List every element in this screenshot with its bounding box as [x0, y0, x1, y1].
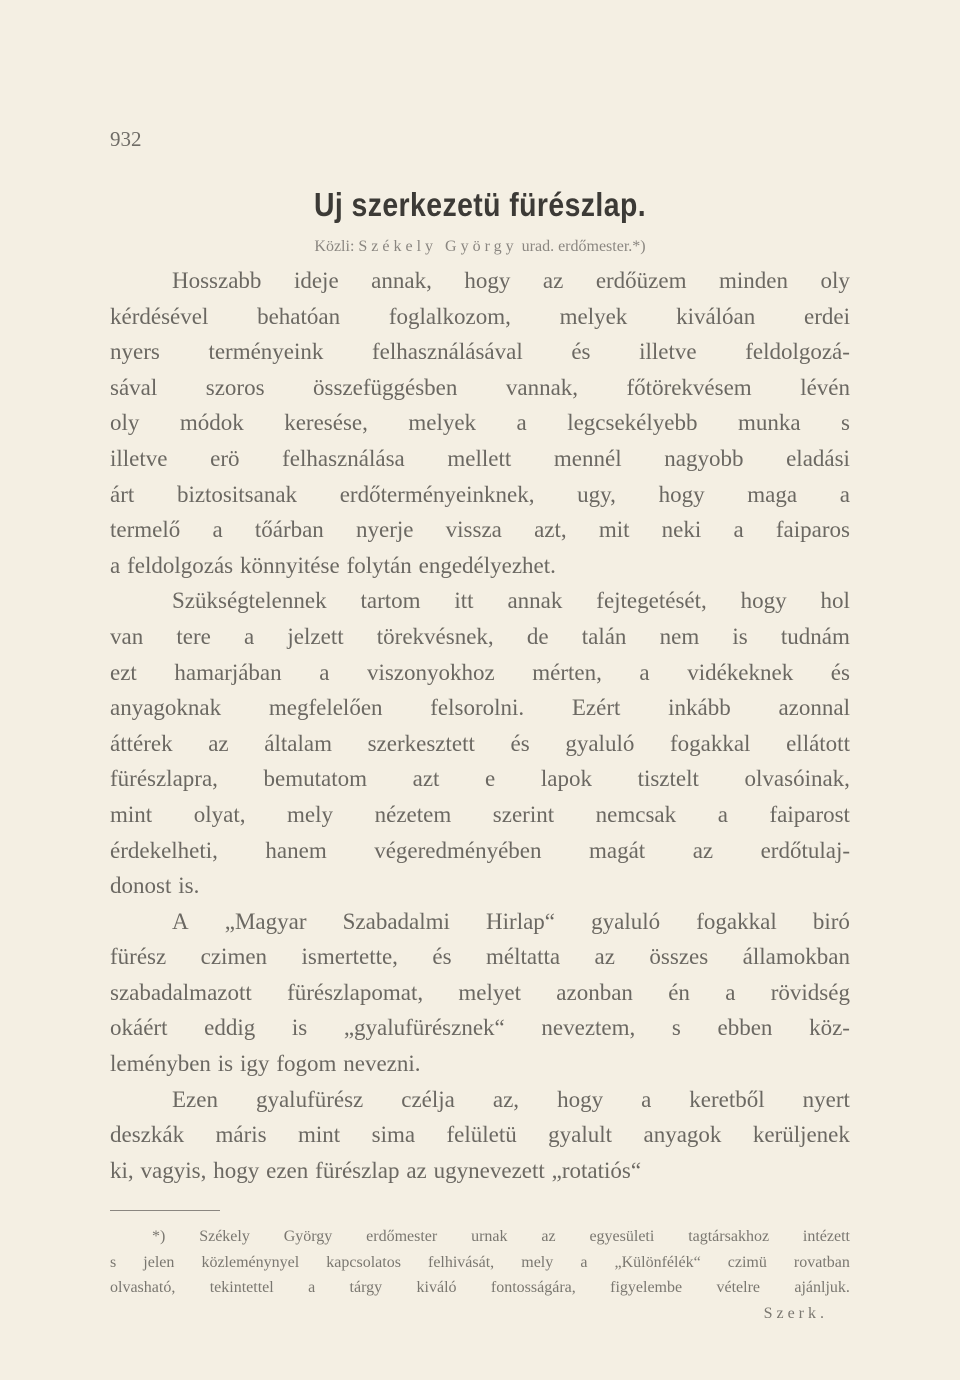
footnote-word: mely — [521, 1253, 554, 1271]
word: végeredményében — [374, 837, 542, 863]
paragraph-line — [110, 619, 850, 655]
word: törekvésnek, — [376, 623, 494, 649]
word: tere — [176, 623, 211, 649]
footnote-word: az — [541, 1228, 556, 1245]
word: kérdésével — [110, 303, 209, 329]
word: s — [841, 410, 850, 436]
word: keresése, — [284, 410, 368, 436]
word: A — [172, 908, 189, 934]
word: gyaluló — [565, 730, 635, 756]
paragraph-line — [110, 761, 850, 797]
footnote-word: *) — [152, 1228, 166, 1245]
word: olyat, — [193, 801, 246, 827]
word: fogakkal — [696, 908, 777, 934]
paragraph-line — [110, 975, 850, 1011]
word: fürészlapra, — [110, 766, 218, 792]
word: máris — [215, 1122, 267, 1148]
word: felületü — [446, 1122, 517, 1148]
paragraph-line — [110, 690, 850, 726]
word: neveztem, — [541, 1015, 636, 1041]
footnote-word: tárgy — [349, 1279, 383, 1296]
paragraph-line — [110, 797, 850, 833]
word: a — [641, 1086, 652, 1112]
word: lapok — [540, 766, 592, 792]
word: olvasóinak, — [744, 766, 850, 792]
word: a — [516, 410, 527, 436]
word: melyet — [458, 979, 521, 1005]
word: és — [510, 730, 530, 756]
word: folytán — [346, 552, 412, 578]
word: köz- — [809, 1015, 850, 1041]
footnote-word: „Különfélék“ — [614, 1253, 701, 1271]
paragraph-line — [110, 939, 850, 975]
word: az — [692, 837, 714, 863]
word: felhasználásával — [372, 339, 523, 365]
word: a — [639, 659, 650, 685]
word: lévén — [800, 374, 850, 400]
word: van — [110, 623, 144, 649]
word: anyagoknak — [110, 695, 222, 721]
paragraph-line — [110, 1082, 850, 1118]
word: mint — [110, 801, 153, 827]
paragraph-line — [110, 726, 850, 762]
word: neki — [661, 517, 702, 543]
word: mit — [598, 517, 630, 543]
footnote-word: tekintettel — [209, 1279, 274, 1296]
word: ellátott — [786, 730, 850, 756]
word: nevezni. — [343, 1051, 421, 1077]
word: a — [839, 481, 850, 507]
word: tudnám — [780, 623, 850, 649]
footnote-word: vételre — [716, 1279, 760, 1296]
word: vannak, — [505, 374, 579, 400]
word: az — [208, 730, 229, 756]
footnote-line — [110, 1224, 850, 1250]
word: donost — [110, 873, 172, 899]
footnote-word: kapcsolatos — [326, 1253, 401, 1271]
paragraph-line — [110, 334, 850, 370]
footnote-divider — [110, 1210, 220, 1211]
word: azt, — [534, 517, 567, 543]
word: ebben — [717, 1015, 773, 1041]
word: vissza — [445, 517, 502, 543]
word: azt — [412, 766, 440, 792]
word: hogy — [740, 588, 787, 614]
word: ugy, — [577, 481, 616, 507]
word: vidékeknek — [687, 659, 794, 685]
word: melyek — [559, 303, 628, 329]
word: könnyitése — [240, 552, 340, 578]
word: hogy — [557, 1086, 604, 1112]
word: keretből — [689, 1086, 765, 1112]
word: szabadalmazott — [110, 979, 252, 1005]
word: e — [485, 766, 496, 792]
footnote-word: felhivását, — [427, 1253, 495, 1271]
word: ezen — [266, 1157, 309, 1183]
word: anyagok — [643, 1122, 722, 1148]
word: fejtegetését, — [596, 588, 707, 614]
word: általam — [264, 730, 332, 756]
word: jelzett — [287, 623, 344, 649]
footnote-line — [110, 1275, 850, 1301]
word: gyaluló — [591, 908, 661, 934]
word: mint — [298, 1122, 341, 1148]
word: erö — [210, 445, 240, 471]
footnote-word: urnak — [471, 1228, 508, 1245]
word: annak — [507, 588, 563, 614]
word: s — [671, 1015, 681, 1041]
word: érdekelheti, — [110, 837, 218, 863]
word: terményeink — [208, 339, 324, 365]
word: Szabadalmi — [342, 908, 450, 934]
word: nagyobb — [664, 445, 744, 471]
word: Szükségtelennek — [172, 588, 327, 614]
byline-suffix: urad. erdőmester.*) — [521, 238, 646, 255]
paragraph-line — [110, 904, 850, 940]
word: hamarjában — [174, 659, 282, 685]
paragraph-line — [110, 1010, 850, 1046]
word: oly — [110, 410, 140, 436]
word: mely — [287, 801, 334, 827]
word: az, — [492, 1086, 520, 1112]
word: gyalult — [548, 1122, 613, 1148]
word: összes — [649, 944, 709, 970]
word: Ezért — [571, 695, 621, 721]
word: az — [594, 944, 615, 970]
word: feldolgozás — [127, 552, 234, 578]
paragraph-line — [110, 833, 850, 869]
word: az — [542, 268, 564, 293]
word: magát — [589, 837, 646, 863]
word: rövidség — [770, 979, 850, 1005]
word: is — [291, 1015, 308, 1041]
word: felhasználása — [282, 445, 405, 471]
word: nemcsak — [595, 801, 677, 827]
footnote-word: s — [110, 1253, 117, 1271]
paragraph-line — [110, 512, 850, 548]
footnote-word: Székely — [199, 1228, 250, 1245]
word: a — [110, 552, 121, 578]
word: ideje — [293, 268, 339, 293]
word: „rotatiós“ — [551, 1157, 642, 1183]
paragraph-line — [110, 1153, 850, 1189]
word: erdei — [804, 303, 850, 329]
article-title: Uj szerkezetü fürészlap. — [313, 186, 647, 223]
paragraph-line — [110, 405, 850, 441]
word: leményben — [110, 1051, 211, 1077]
word: a — [212, 517, 223, 543]
word: faiparost — [769, 801, 850, 827]
word: hogy — [464, 268, 511, 293]
word: termelő — [110, 517, 181, 543]
word: czélja — [401, 1086, 455, 1112]
byline-author: Székely György — [358, 238, 518, 255]
word: a — [244, 623, 255, 649]
word: hogy — [658, 481, 705, 507]
paragraph-line — [110, 583, 850, 619]
word: is — [732, 623, 748, 649]
word: nézetem — [374, 801, 452, 827]
word: inkább — [668, 695, 731, 721]
word: „Magyar — [224, 908, 307, 934]
word: sima — [371, 1122, 416, 1148]
word: a — [717, 801, 728, 827]
byline-prefix: Közli: — [314, 238, 355, 255]
word: hanem — [265, 837, 327, 863]
word: foglalkozom, — [388, 303, 511, 329]
article-body — [110, 263, 850, 1188]
paragraph-line — [110, 1117, 850, 1153]
word: illetve — [639, 339, 697, 365]
word: feldolgozá- — [745, 339, 850, 365]
word: Hosszabb — [172, 268, 262, 293]
word: felsorolni. — [430, 695, 525, 721]
word: biró — [812, 908, 850, 934]
word: Hirlap“ — [486, 908, 556, 934]
word: faiparos — [775, 517, 850, 543]
word: fogom — [276, 1051, 337, 1077]
word: ugynevezett — [433, 1157, 545, 1183]
word: „gyalufürésznek“ — [343, 1015, 505, 1041]
word: eddig — [204, 1015, 256, 1041]
word: is. — [178, 873, 200, 899]
footnote-signature-line — [110, 1301, 850, 1327]
word: behatóan — [257, 303, 341, 329]
footnote-word: a — [308, 1279, 316, 1296]
byline — [0, 238, 960, 256]
word: ismertette, — [301, 944, 398, 970]
footnote-word: egyesületi — [589, 1228, 655, 1245]
word: mennél — [553, 445, 622, 471]
word: fürészlapomat, — [287, 979, 424, 1005]
footnote-word: intézett — [802, 1228, 850, 1245]
word: okáért — [110, 1015, 168, 1041]
word: de — [526, 623, 549, 649]
word: erdőtulaj- — [760, 837, 850, 863]
word: erdőterményeinknek, — [339, 481, 535, 507]
word: nyerje — [356, 517, 414, 543]
footnote-word: kiváló — [416, 1279, 457, 1296]
word: legcsekélyebb — [567, 410, 698, 436]
word: czimen — [200, 944, 268, 970]
word: is — [217, 1051, 234, 1077]
footnote-word: figyelembe — [610, 1279, 683, 1296]
word: tartom — [360, 588, 421, 614]
word: azonban — [556, 979, 633, 1005]
word: ki, — [110, 1157, 134, 1183]
paragraph-line — [110, 477, 850, 513]
footnote-word: tagtársakhoz — [688, 1228, 770, 1245]
footnote-word: olvasható, — [110, 1279, 176, 1296]
word: oly — [820, 268, 850, 293]
page-number: 932 — [110, 127, 142, 151]
word: hol — [820, 588, 850, 614]
footnote-word: fontosságára, — [490, 1279, 576, 1296]
footnote-word: erdőmester — [366, 1228, 438, 1245]
word: vagyis, — [140, 1157, 207, 1183]
word: és — [571, 339, 591, 365]
word: Ezen — [172, 1086, 218, 1112]
word: méltatta — [486, 944, 561, 970]
word: és — [830, 659, 850, 685]
word: szerkesztett — [367, 730, 475, 756]
word: fürész — [110, 944, 167, 970]
word: illetve — [110, 445, 168, 471]
footnote-word: jelen — [143, 1253, 175, 1271]
word: összefüggésben — [313, 374, 458, 400]
word: árt — [110, 481, 135, 507]
word: főtörekvésem — [626, 374, 752, 400]
word: a — [733, 517, 744, 543]
word: bemutatom — [263, 766, 367, 792]
word: államokban — [742, 944, 850, 970]
paragraph-line — [110, 868, 850, 904]
word: nyers — [110, 339, 160, 365]
word: szerint — [492, 801, 555, 827]
word: én — [668, 979, 690, 1005]
word: hogy — [213, 1157, 260, 1183]
word: itt — [454, 588, 474, 614]
word: nem — [659, 623, 700, 649]
word: melyek — [408, 410, 477, 436]
word: kerüljenek — [752, 1122, 850, 1148]
word: mérten, — [532, 659, 602, 685]
word: fürészlap — [315, 1157, 400, 1183]
word: annak, — [371, 268, 432, 293]
paragraph-line — [110, 370, 850, 406]
word: szoros — [205, 374, 265, 400]
footnote-word: a — [580, 1253, 588, 1271]
word: a — [319, 659, 330, 685]
word: mellett — [447, 445, 512, 471]
footnote — [110, 1224, 850, 1326]
word: nyert — [802, 1086, 850, 1112]
word: tisztelt — [637, 766, 699, 792]
word: tőárban — [254, 517, 324, 543]
paragraph-line — [110, 299, 850, 335]
word: talán — [581, 623, 627, 649]
paragraph-line — [110, 548, 850, 584]
footnote-word: czimü — [727, 1253, 767, 1271]
word: igy — [240, 1051, 270, 1077]
paragraph-line — [110, 655, 850, 691]
word: kiválóan — [676, 303, 756, 329]
footnote-word: rovatban — [793, 1253, 850, 1271]
paragraph-line — [110, 441, 850, 477]
footnote-word: György — [283, 1228, 333, 1245]
footnote-word: ajánljuk. — [794, 1279, 850, 1296]
word: gyalufürész — [255, 1086, 364, 1112]
word: erdőüzem — [595, 268, 687, 293]
footnote-line — [110, 1250, 850, 1276]
footnote-word: közleménynyel — [201, 1253, 300, 1271]
word: minden — [719, 268, 789, 293]
word: viszonyokhoz — [366, 659, 495, 685]
word: és — [432, 944, 452, 970]
paragraph-line — [110, 1046, 850, 1082]
word: munka — [737, 410, 801, 436]
word: engedélyezhet. — [418, 552, 556, 578]
word: azonnal — [778, 695, 850, 721]
word: fogakkal — [669, 730, 751, 756]
word: az — [406, 1157, 427, 1183]
word: deszkák — [110, 1122, 185, 1148]
word: módok — [179, 410, 244, 436]
word: a — [725, 979, 736, 1005]
word: sával — [110, 374, 158, 400]
word: ezt — [110, 659, 137, 685]
paragraph-line — [110, 263, 850, 299]
word: maga — [747, 481, 798, 507]
footnote-signature: Szerk. — [763, 1304, 828, 1322]
word: megfelelően — [268, 695, 383, 721]
word: biztositsanak — [176, 481, 298, 507]
word: áttérek — [110, 730, 173, 756]
word: eladási — [786, 445, 850, 471]
